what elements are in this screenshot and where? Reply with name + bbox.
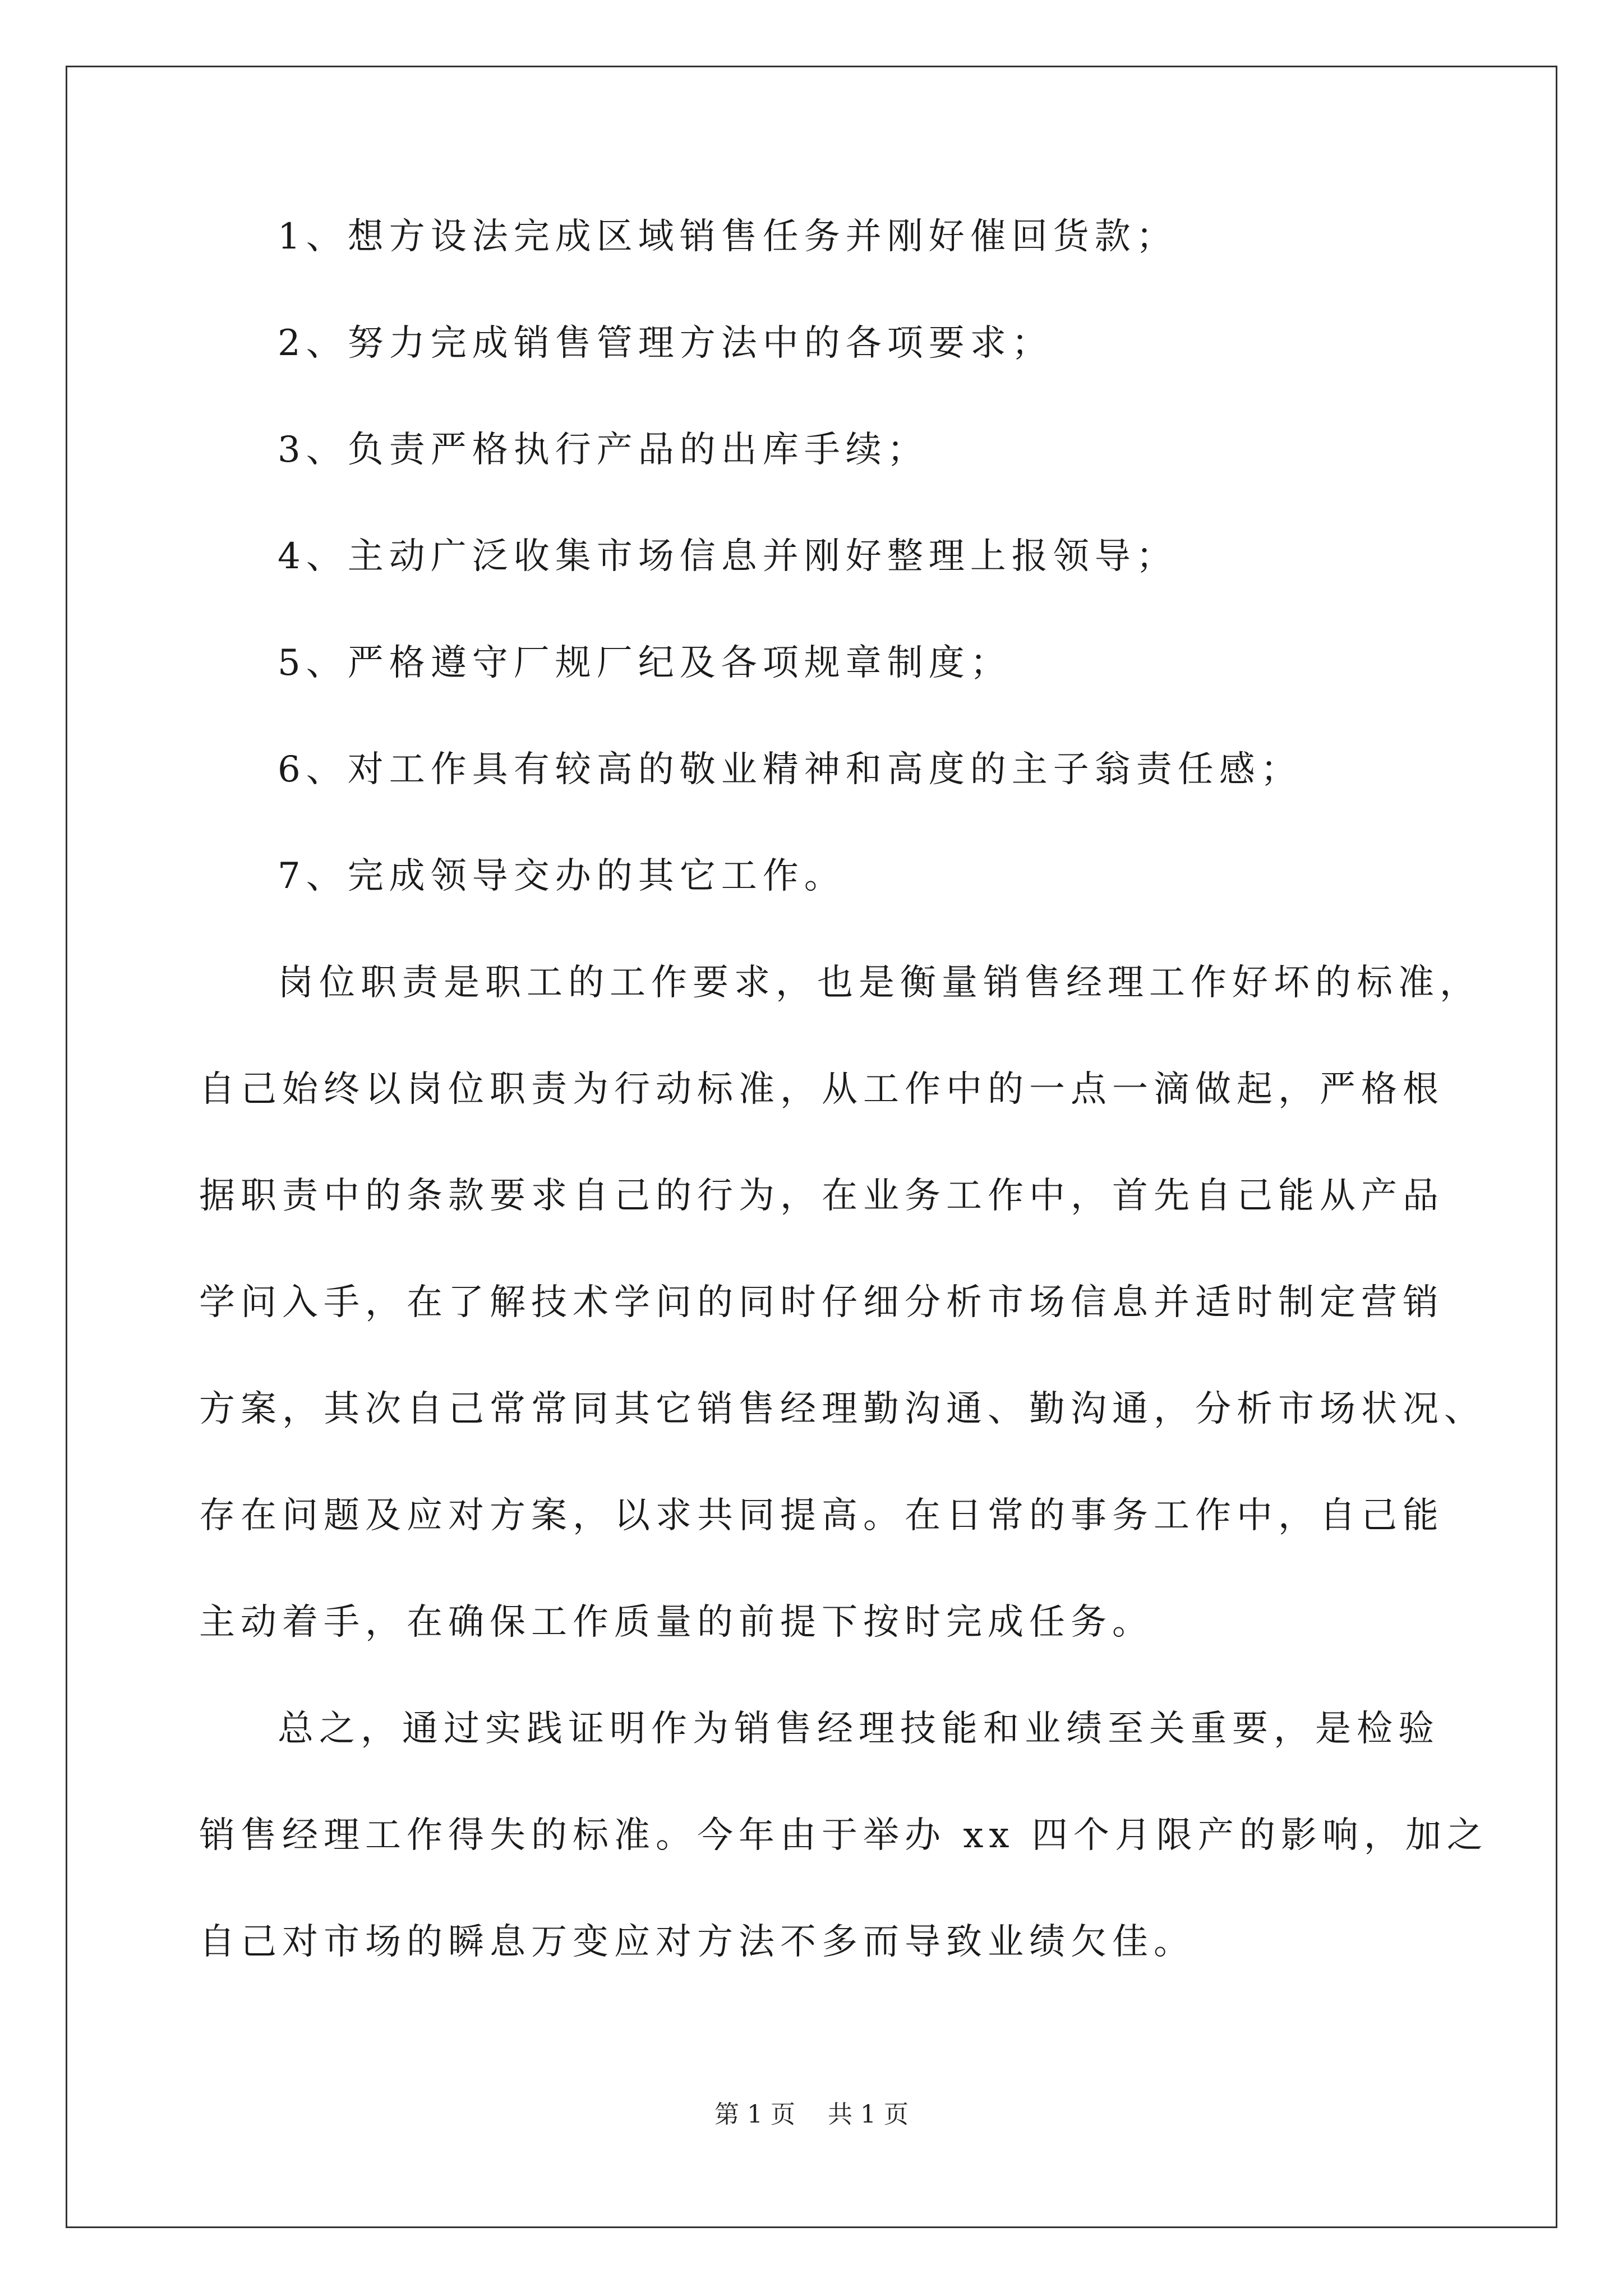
list-item: 2、努力完成销售管理方法中的各项要求；: [278, 323, 1053, 364]
list-item: 3、负责严格执行产品的出库手续；: [278, 429, 929, 471]
paragraph-job-duties: [199, 962, 1486, 1643]
paragraph-summary: [199, 1708, 1488, 1963]
page-footer: [0, 2102, 1623, 2127]
document-body: [199, 216, 1488, 2031]
list-item: 5、严格遵守厂规厂纪及各项规章制度；: [278, 642, 1012, 684]
paragraph-line: 销售经理工作得失的标准。今年由于举办 xx 四个月限产的影响，加之: [199, 1815, 1488, 1856]
list-item: 6、对工作具有较高的敬业精神和高度的主子翁责任感；: [278, 749, 1302, 790]
list-item: 4、主动广泛收集市场信息并刚好整理上报领导；: [278, 536, 1178, 577]
paragraph-line: 学问入手，在了解技术学问的同时仔细分析市场信息并适时制定营销: [199, 1282, 1444, 1323]
paragraph-line: 方案，其次自己常常同其它销售经理勤沟通、勤沟通，分析市场状况、: [199, 1388, 1486, 1430]
paragraph-line: 主动着手，在确保工作质量的前提下按时完成任务。: [199, 1602, 1154, 1643]
paragraph-line: 存在问题及应对方案，以求共同提高。在日常的事务工作中，自己能: [199, 1495, 1444, 1536]
paragraph-line: 自己始终以岗位职责为行动标准，从工作中的一点一滴做起，严格根: [199, 1069, 1444, 1110]
duty-list: [199, 216, 1433, 897]
paragraph-line: 总之，通过实践证明作为销售经理技能和业绩至关重要，是检验: [278, 1708, 1440, 1750]
list-item: 7、完成领导交办的其它工作。: [278, 855, 846, 897]
paragraph-line: 据职责中的条款要求自己的行为，在业务工作中，首先自己能从产品: [199, 1175, 1444, 1217]
page-number-label: 第 1 页 共 1 页: [714, 2100, 909, 2129]
paragraph-line: 岗位职责是职工的工作要求，也是衡量销售经理工作好坏的标准，: [278, 962, 1481, 1004]
paragraph-line: 自己对市场的瞬息万变应对方法不多而导致业绩欠佳。: [199, 1921, 1195, 1963]
list-item: 1、想方设法完成区域销售任务并刚好催回货款；: [278, 216, 1178, 257]
